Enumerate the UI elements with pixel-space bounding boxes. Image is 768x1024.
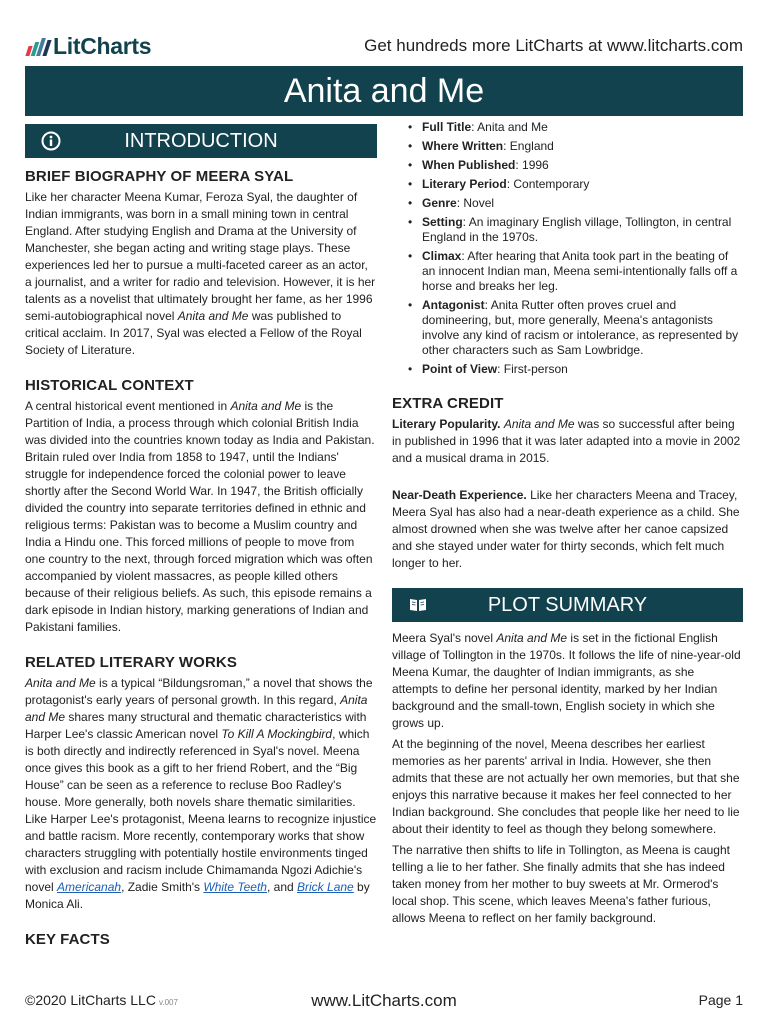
list-item: • Where Written: England — [392, 139, 743, 154]
page-title: Anita and Me — [25, 66, 743, 116]
white-teeth-link[interactable]: White Teeth — [203, 880, 267, 894]
list-item: • When Published: 1996 — [392, 158, 743, 173]
historical-text: A central historical event mentioned in Anita and Me is the Partition of India, a process through which colonial British India was divided into the countries known today as India and Pakistan. Britain ruled over India from 1858 to 1947, until the Indians' struggle for independence forced the colonial power to leave shortly after the Second World War. In 1947, the British officially divided the country into separate territories defined in ethnic and religious terms: Pakistan was to become a Muslim country and India a Hindu one. This forced millions of people to move from one country to the next, through forced migration which was often accompanied by violent massacres, as people killed others because of their religious beliefs. As such, this episode remains a dark episode in Indian history, marking generations of Indian and Pakistani families. — [25, 399, 375, 634]
page-number: Page 1 — [698, 992, 743, 1008]
copyright: ©2020 LitCharts LLC v.007 — [25, 992, 178, 1008]
right-column — [392, 120, 743, 927]
introduction-title: INTRODUCTION — [124, 129, 278, 152]
historical-heading: HISTORICAL CONTEXT — [25, 377, 194, 394]
plot-summary-title: PLOT SUMMARY — [487, 593, 648, 616]
biography-heading: BRIEF BIOGRAPHY OF MEERA SYAL — [25, 168, 294, 185]
list-item: • Climax: After hearing that Anita took part in the beating of an innocent Indian man, Meena semi-intentionally falls off a horse and breaks her leg. — [392, 249, 743, 294]
list-item: • Antagonist: Anita Rutter often proves cruel and domineering, but, more generally, Meena's antagonists involve any kind of racism or intolerance, as represented by other characters such as Sam Lowbridge. — [392, 298, 743, 358]
americanah-link[interactable]: Americanah — [57, 880, 122, 894]
list-item: • Point of View: First-person — [392, 362, 743, 377]
plot-summary-paragraph: Meera Syal's novel Anita and Me is set in the fictional English village of Tollington in the 1970s. It follows the life of nine-year-old Meena Kumar, the daughter of Indian immigrants, as she attempts to define her personal identity, marked by her Indian background and the small-town, English society in which she grows up. — [392, 631, 741, 730]
plot-summary-header — [392, 588, 743, 622]
tagline: Get hundreds more LitCharts at www.litcharts.com — [364, 36, 743, 55]
list-item: • Literary Period: Contemporary — [392, 177, 743, 192]
brick-lane-link[interactable]: Brick Lane — [297, 880, 354, 894]
list-item: • Genre: Novel — [392, 196, 743, 211]
list-item: • Setting: An imaginary English village, Tollington, in central England in the 1970s. — [392, 215, 743, 245]
extra-credit-item: Literary Popularity. Anita and Me was so successful after being in published in 1996 that it was later adapted into a movie in 2002 and a musical drama in 2015. — [392, 417, 741, 465]
logo-bars-icon — [27, 38, 49, 56]
key-facts-list — [392, 120, 743, 377]
site-link[interactable]: www.LitCharts.com — [311, 991, 457, 1010]
list-item: • Full Title: Anita and Me — [392, 120, 743, 135]
key-facts-heading: KEY FACTS — [25, 931, 110, 948]
plot-summary-paragraph: The narrative then shifts to life in Tollington, as Meena is caught telling a lie to her father. She finally admits that she has indeed taken money from her mother to buy sweets at Mr. Ormerod's local shop. This scene, which leaves Meena's father furious, allows Meena to reflect on her family background. — [392, 843, 730, 925]
biography-text: Like her character Meena Kumar, Feroza Syal, the daughter of Indian immigrants, was born in a small mining town in central England. After studying English and Drama at the University of Manchester, she began acting and writing stage plays. These experiences led her to pursue a multi-faceted career as an actor, a journalist, and a writer for radio and television. However, it is her talents as a novelist that ultimately brought her fame, as her 1996 semi-autobiographical novel Anita and Me was published to critical acclaim. In 2017, Syal was elected a Fellow of the Royal Society of Literature. — [25, 190, 376, 357]
related-text: Anita and Me is a typical “Bildungsroman,” a novel that shows the protagonist's early years of personal growth. In this regard, Anita and Me shares many structural and thematic characteristics with Harper Lee's classic American novel To Kill A Mockingbird, which is both directly and indirectly referenced in Syal's novel. Meena once gives this book as a gift to her friend Robert, and the “Big House” can be seen as a reference to recluse Boo Radley's house. More generally, both novels share thematic similarities. Like Harper Lee's protagonist, Meena learns to recognize injustice and battle racism. More recently, contemporary works that show characters struggling with potentially hostile environments tinged with exclusion and racism include Chimamanda Ngozi Adichie's novel Americanah, Zadie Smith's White Teeth, and Brick Lane by Monica Ali. — [25, 676, 377, 911]
litcharts-logo[interactable] — [27, 33, 151, 60]
extra-credit-heading: EXTRA CREDIT — [392, 395, 504, 412]
introduction-header — [25, 124, 377, 158]
version-label: v.007 — [158, 998, 178, 1007]
logo-text: LitCharts — [53, 33, 152, 59]
related-heading: RELATED LITERARY WORKS — [25, 654, 237, 671]
plot-summary-paragraph: At the beginning of the novel, Meena describes her earliest memories as her parents' arrival in India. However, she then admits that these are not actually her own memories, but that she enjoys this narrative because it makes her feel connected to her Indian background. She concludes that people like her need to lie about their identity to feel as though they belong somewhere. — [392, 737, 740, 836]
left-column — [25, 124, 377, 948]
header — [0, 0, 768, 64]
footer — [0, 988, 768, 1018]
extra-credit-item: Near-Death Experience. Like her characters Meena and Tracey, Meera Syal has also had a near-death experience as a child. She almost drowned when she was twelve after her canoe capsized and she stayed under water for thirty seconds, which felt much longer to her. — [392, 488, 740, 570]
